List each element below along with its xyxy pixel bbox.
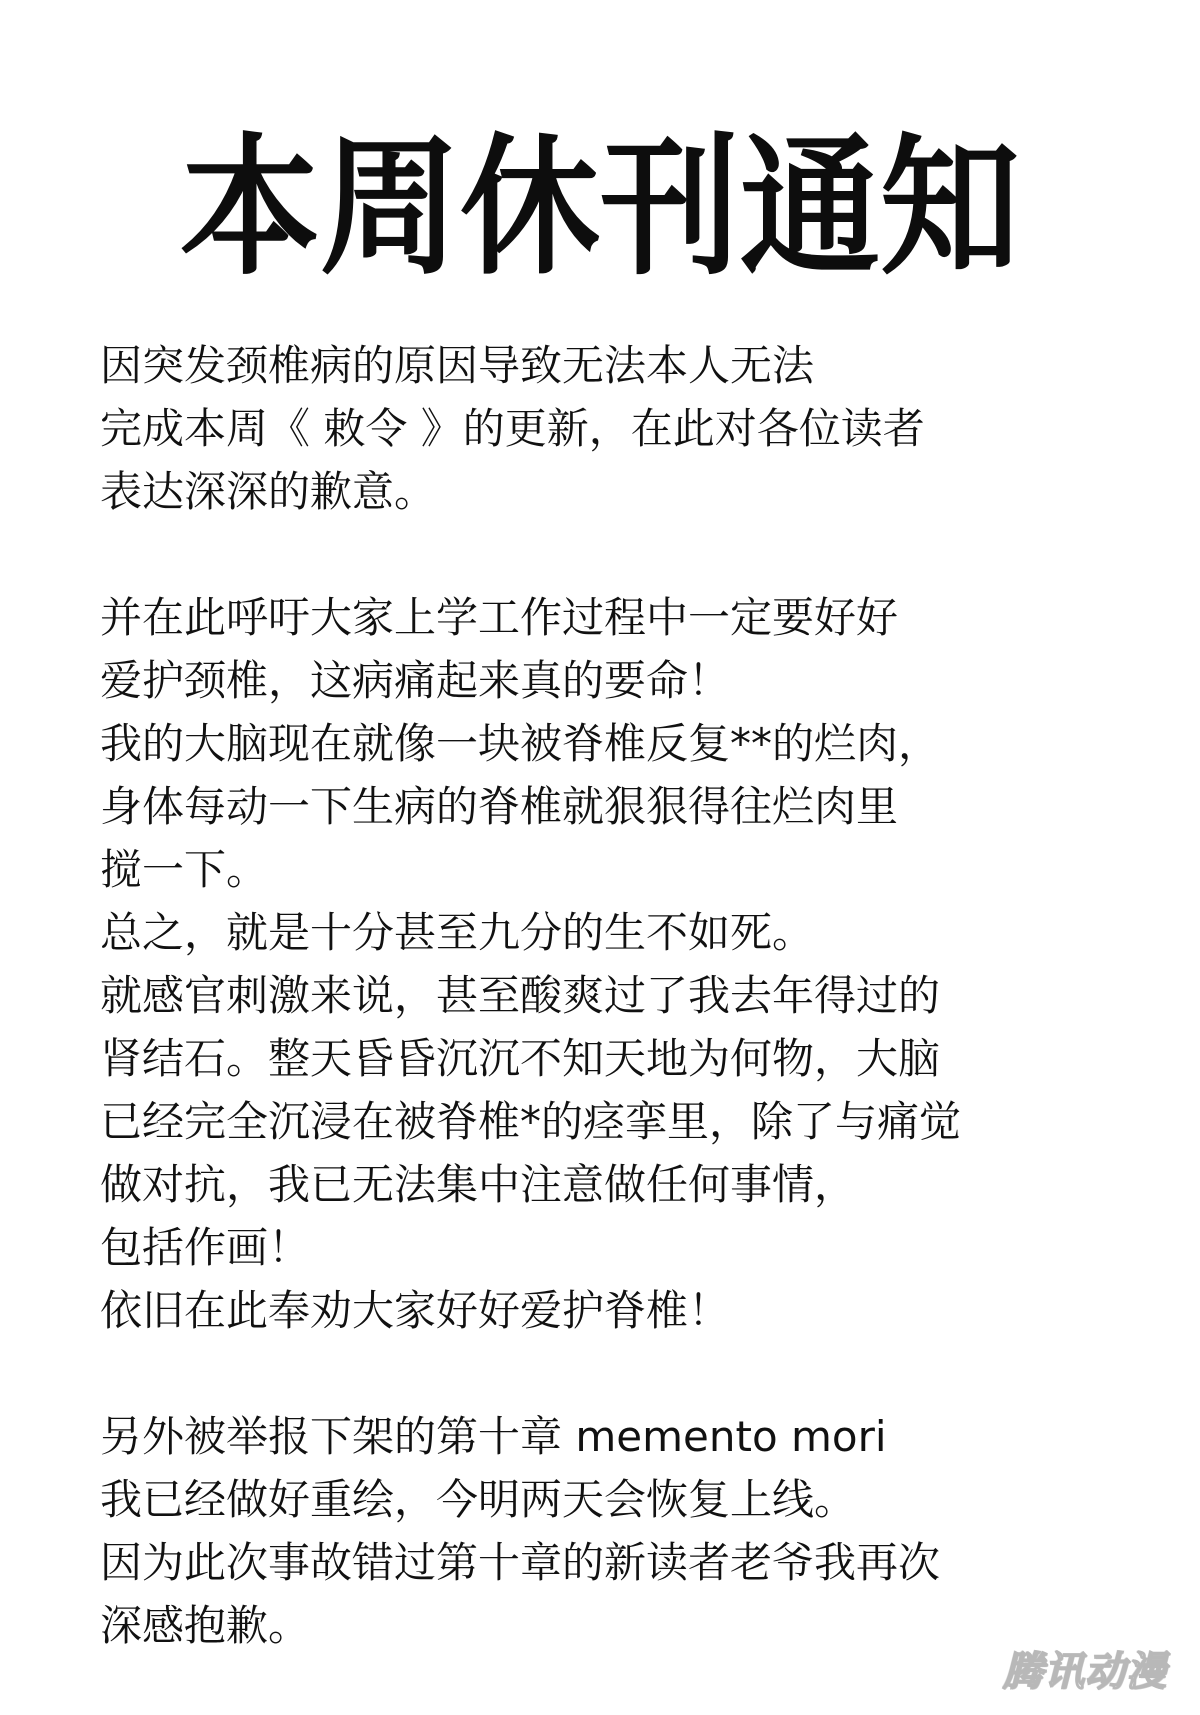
text-line: 做对抗，我已无法集中注意做任何事情， [100,1160,857,1209]
text-line: 并在此呼吁大家上学工作过程中一定要好好 [100,593,899,642]
text-line: 身体每动一下生病的脊椎就狠狠得往烂肉里 [100,782,899,831]
text-line: 表达深深的歉意。 [100,467,437,516]
text-line: 因突发颈椎病的原因导致无法本人无法 [100,341,815,390]
text-line: 依旧在此奉劝大家好好爱护脊椎！ [100,1286,731,1335]
tencent-comic-watermark-logo: 腾讯动漫 [1003,1648,1167,1695]
text-line: 总之，就是十分甚至九分的生不如死。 [100,908,815,957]
text-line: 另外被举报下架的第十章 memento mori [100,1412,887,1461]
text-line: 我的大脑现在就像一块被脊椎反复**的烂肉， [100,719,941,768]
text-line: 搅一下。 [100,845,269,894]
notice-body [100,334,1160,1657]
paragraph-2 [100,586,1160,1342]
paragraph-1 [100,334,1160,523]
notice-title: 本周休刊通知 [179,119,1020,297]
text-line: 肾结石。整天昏昏沉沉不知天地为何物，大脑 [100,1034,941,1083]
text-line: 包括作画！ [100,1223,311,1272]
paragraph-3 [100,1405,1160,1657]
text-line: 深感抱歉。 [100,1601,311,1650]
text-line: 爱护颈椎，这病痛起来真的要命！ [100,656,731,705]
text-line: 已经完全沉浸在被脊椎*的痉挛里，除了与痛觉 [100,1097,962,1146]
text-line: 完成本周《 敕令 》的更新，在此对各位读者 [100,404,925,453]
paragraph-gap [100,523,1160,586]
paragraph-gap [100,1342,1160,1405]
text-line: 因为此次事故错过第十章的新读者老爷我再次 [100,1538,941,1587]
text-line: 就感官刺激来说，甚至酸爽过了我去年得过的 [100,971,941,1020]
text-line: 我已经做好重绘，今明两天会恢复上线。 [100,1475,857,1524]
